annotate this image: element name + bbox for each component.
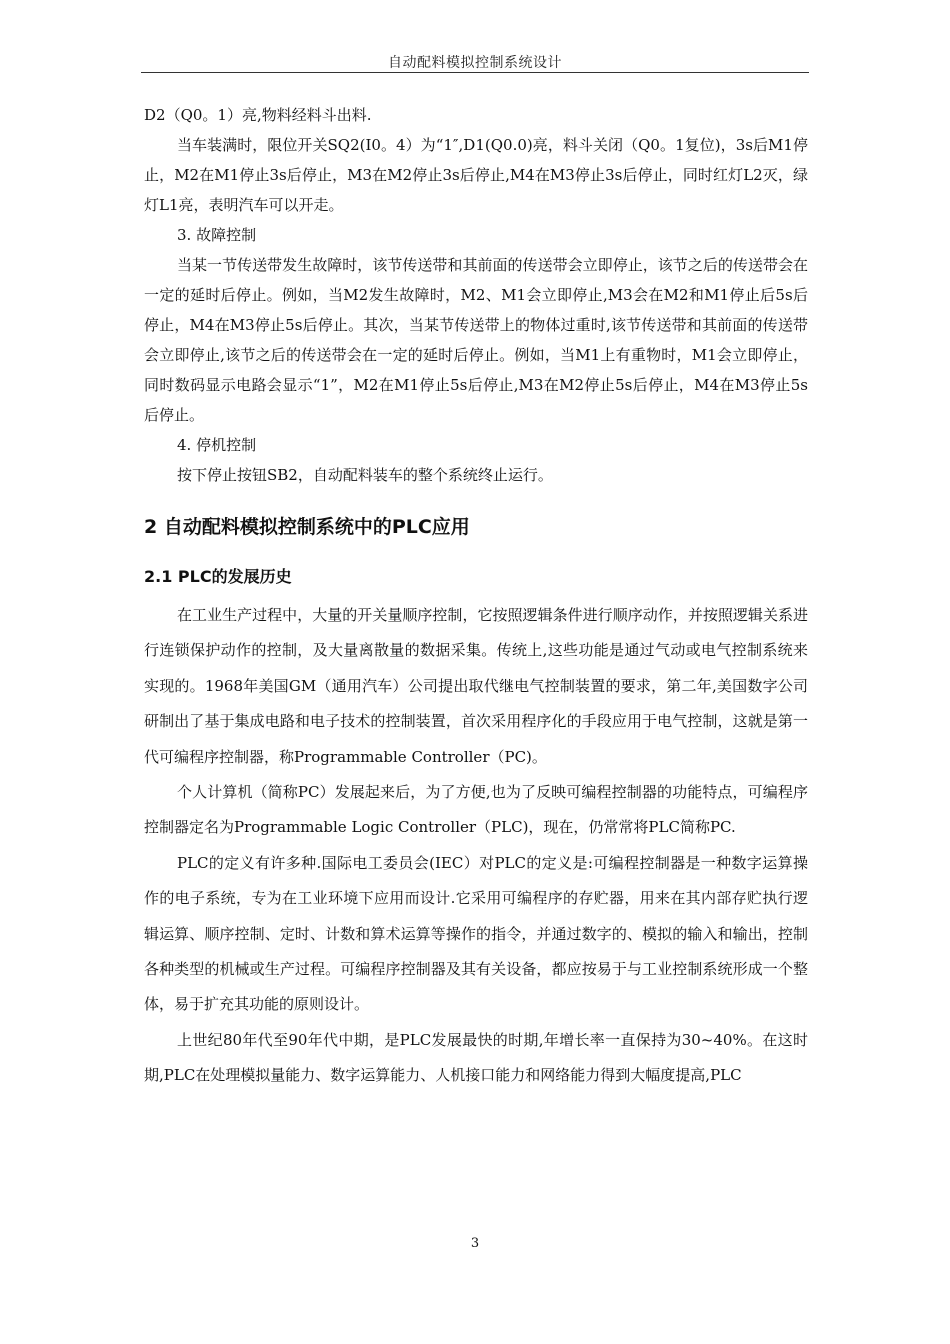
- list-heading-fault-control: 3. 故障控制: [177, 226, 257, 244]
- page-number: 3: [470, 1236, 480, 1251]
- page-body: [144, 100, 808, 1094]
- paragraph: 个人计算机（简称PC）发展起来后，为了方便,也为了反映可编程控制器的功能特点，可编程序控制器定名为Programmable Logic Controller（PLC)，现在，仍常常将PLC简称PC.: [144, 783, 808, 837]
- paragraph: 在工业生产过程中，大量的开关量顺序控制，它按照逻辑条件进行顺序动作，并按照逻辑关系进行连锁保护动作的控制，及大量离散量的数据采集。传统上,这些功能是通过气动或电气控制系统来实现的。1968年美国GM（通用汽车）公司提出取代继电气控制装置的要求，第二年,美国数字公司研制出了基于集成电路和电子技术的控制装置，首次采用程序化的手段应用于电气控制，这就是第一代可编程序控制器，称Programmable Controller（PC)。: [144, 606, 808, 766]
- list-heading-stop-control: 4. 停机控制: [177, 436, 257, 454]
- section-heading: 2 自动配料模拟控制系统中的PLC应用: [144, 516, 470, 538]
- paragraph: 上世纪80年代至90年代中期，是PLC发展最快的时期,年增长率一直保持为30~40%。在这时期,PLC在处理模拟量能力、数字运算能力、人机接口能力和网络能力得到大幅度提高,PLC: [144, 1030, 808, 1085]
- section-body: [144, 598, 808, 1094]
- paragraph: 当某一节传送带发生故障时，该节传送带和其前面的传送带会立即停止，该节之后的传送带会在一定的延时后停止。例如，当M2发生故障时，M2、M1会立即停止,M3会在M2和M1停止后5s后停止，M4在M3停止5s后停止。其次，当某节传送带上的物体过重时,该节传送带和其前面的传送带会立即停止,该节之后的传送带会在一定的延时后停止。例如，当M1上有重物时，M1会立即停止，同时数码显示电路会显示“1”，M2在M1停止5s后停止,M3在M2停止5s后停止，M4在M3停止5s后停止。: [144, 256, 808, 424]
- paragraph: 按下停止按钮SB2，自动配料装车的整个系统终止运行。: [177, 466, 553, 484]
- paragraph: 当车装满时，限位开关SQ2(I0。4）为“1″,D1(Q0.0)亮，料斗关闭（Q0。1复位)，3s后M1停止，M2在M1停止3s后停止，M3在M2停止3s后停止,M4在M3停止3s后停止，同时红灯L2灭，绿灯L1亮，表明汽车可以开走。: [144, 136, 808, 214]
- subsection-heading: 2.1 PLC的发展历史: [144, 567, 292, 586]
- paragraph: PLC的定义有许多种.国际电工委员会(IEC）对PLC的定义是:可编程控制器是一种数字运算操作的电子系统，专为在工业环境下应用而设计.它采用可编程序的存贮器，用来在其内部存贮执行逻辑运算、顺序控制、定时、计数和算术运算等操作的指令，并通过数字的、模拟的输入和输出，控制各种类型的机械或生产过程。可编程序控制器及其有关设备，都应按易于与工业控制系统形成一个整体，易于扩充其功能的原则设计。: [144, 853, 808, 1014]
- paragraph: D2（Q0。1）亮,物料经料斗出料.: [144, 106, 372, 124]
- header-rule: [141, 72, 809, 73]
- running-header: 自动配料模拟控制系统设计: [388, 55, 562, 71]
